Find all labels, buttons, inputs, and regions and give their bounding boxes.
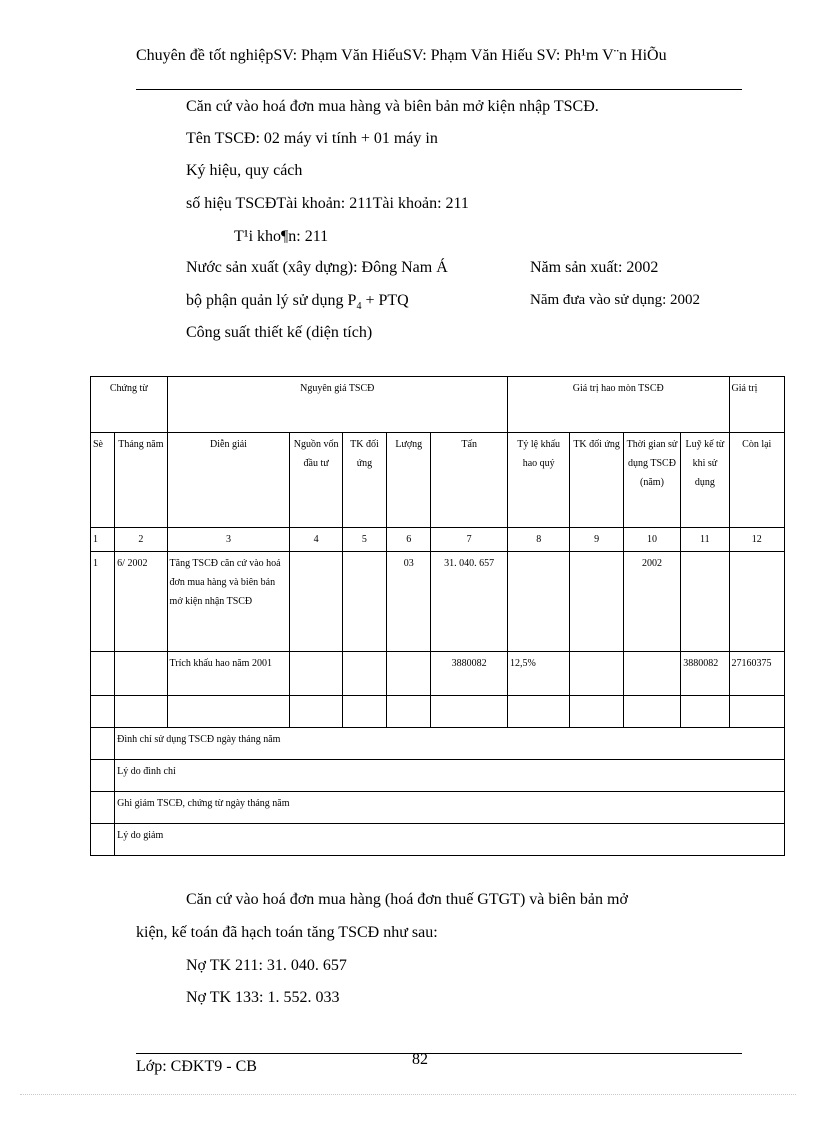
header-tk-doi-ung-2: TK đối ứng — [570, 433, 623, 528]
column-header-row — [91, 433, 785, 528]
page-edge-dotted-line — [20, 1094, 796, 1095]
col-num: 7 — [431, 528, 508, 552]
group-gia-tri: Giá trị — [729, 377, 784, 433]
class-label: Lớp: CĐKT9 - CB — [136, 1058, 257, 1075]
row1-thang-nam: 6/ 2002 — [115, 552, 167, 652]
col-num: 10 — [623, 528, 680, 552]
header-ty-le: Tỷ lệ khấu hao quý — [507, 433, 569, 528]
page-header: Chuyên đề tốt nghiệpSV: Phạm Văn HiếuSV: Phạm Văn Hiếu SV: Ph¹m V¨n HiÕu — [136, 47, 667, 64]
table-row — [91, 696, 785, 728]
header-thoi-gian: Thời gian sử dụng TSCĐ (năm) — [623, 433, 680, 528]
note-suspend: Đình chỉ sử dụng TSCĐ ngày tháng năm — [115, 728, 785, 760]
table-row — [91, 652, 785, 696]
note-decrease-reason: Lý do giảm — [115, 824, 785, 856]
row1-dien-giai: Tăng TSCĐ căn cứ vào hoá đơn mua hàng và biên bản mở kiện nhận TSCĐ — [167, 552, 290, 652]
header-luong: Lượng — [387, 433, 431, 528]
row1-tan: 31. 040. 657 — [431, 552, 508, 652]
col-num: 8 — [507, 528, 569, 552]
asset-number-line: số hiệu TSCĐTài khoản: 211Tài khoản: 211 — [186, 195, 469, 212]
header-rule — [136, 89, 742, 90]
col-num: 2 — [115, 528, 167, 552]
col-num: 3 — [167, 528, 290, 552]
row1-thoi-gian: 2002 — [623, 552, 680, 652]
debit-133-line: Nợ TK 133: 1. 552. 033 — [186, 989, 340, 1006]
row1-luong: 03 — [387, 552, 431, 652]
note-row — [91, 824, 785, 856]
col-num: 4 — [290, 528, 342, 552]
in-use-year-line: Năm đưa vào sử dụng: 2002 — [530, 292, 700, 308]
header-dien-giai: Diễn giải — [167, 433, 290, 528]
col-num: 11 — [681, 528, 729, 552]
row2-luy-ke: 3880082 — [681, 652, 729, 696]
note-row — [91, 792, 785, 824]
col-num: 1 — [91, 528, 115, 552]
production-year-line: Năm sản xuất: 2002 — [530, 259, 659, 276]
footer-rule — [136, 1053, 742, 1054]
intro-line: Căn cứ vào hoá đơn mua hàng và biên bản mở kiện nhập TSCĐ. — [186, 98, 599, 115]
group-nguyen-gia: Nguyên giá TSCĐ — [167, 377, 507, 433]
spec-line: Ký hiệu, quy cách — [186, 162, 303, 179]
department-text: bộ phận quản lý sử dụng P — [186, 292, 357, 309]
row2-tan: 3880082 — [431, 652, 508, 696]
department-subscript: 4 — [356, 301, 362, 313]
header-luy-ke: Luỹ kế từ khi sử dụng — [681, 433, 729, 528]
col-num: 6 — [387, 528, 431, 552]
capacity-line: Công suất thiết kế (diện tích) — [186, 324, 373, 341]
asset-name-line: Tên TSCĐ: 02 máy vi tính + 01 máy in — [186, 130, 438, 147]
header-tan: Tấn — [431, 433, 508, 528]
group-chung-tu: Chứng từ — [91, 377, 168, 433]
table-row — [91, 552, 785, 652]
col-num: 12 — [729, 528, 784, 552]
note-decrease: Ghi giảm TSCĐ, chứng từ ngày tháng năm — [115, 792, 785, 824]
header-thang-nam: Tháng năm — [115, 433, 167, 528]
col-num: 9 — [570, 528, 623, 552]
department-suffix: + PTQ — [361, 292, 409, 309]
debit-211-line: Nợ TK 211: 31. 040. 657 — [186, 957, 347, 974]
page-number: 82 — [412, 1051, 428, 1068]
account-line: T¹i kho¶n: 211 — [234, 228, 329, 245]
origin-country-line: Nước sản xuất (xây dựng): Đông Nam Á — [186, 259, 448, 276]
asset-card-table — [90, 376, 785, 856]
group-header-row — [91, 377, 785, 433]
header-nguon-von: Nguồn vốn đầu tư — [290, 433, 342, 528]
row2-con-lai: 27160375 — [729, 652, 784, 696]
header-so: Sè — [91, 433, 115, 528]
note-suspend-reason: Lý do đình chỉ — [115, 760, 785, 792]
row1-so: 1 — [91, 552, 115, 652]
note-row — [91, 760, 785, 792]
paragraph-line-1: Căn cứ vào hoá đơn mua hàng (hoá đơn thuế GTGT) và biên bản mở — [186, 891, 628, 908]
row2-dien-giai: Trích khấu hao năm 2001 — [167, 652, 290, 696]
paragraph-line-2: kiện, kế toán đã hạch toán tăng TSCĐ như sau: — [136, 924, 438, 941]
header-tk-doi-ung: TK đối ứng — [342, 433, 386, 528]
department-line — [186, 292, 409, 312]
header-con-lai: Còn lại — [729, 433, 784, 528]
row2-ty-le: 12,5% — [507, 652, 569, 696]
note-row — [91, 728, 785, 760]
group-hao-mon: Giá trị hao mòn TSCĐ — [507, 377, 729, 433]
column-number-row — [91, 528, 785, 552]
col-num: 5 — [342, 528, 386, 552]
